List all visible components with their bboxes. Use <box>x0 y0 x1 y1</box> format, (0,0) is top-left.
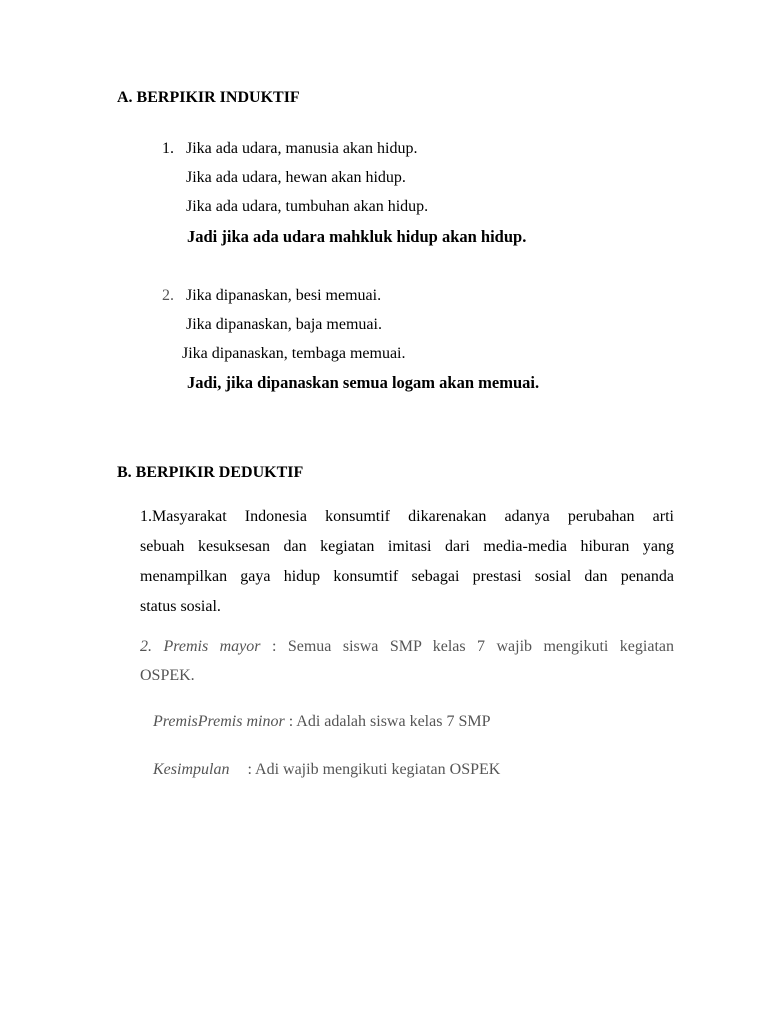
item-1-line: Jika ada udara, hewan akan hidup. <box>186 169 406 186</box>
item-1-line: Jika ada udara, manusia akan hidup. <box>186 140 418 157</box>
item-2-line: Jika dipanaskan, baja memuai. <box>186 316 382 333</box>
premis-minor-line <box>153 712 490 732</box>
paragraph-line: menampilkan gaya hidup konsumtif sebagai prestasi sosial dan penanda <box>140 568 674 585</box>
item-1-number: 1. <box>162 140 174 157</box>
paragraph-line: status sosial. <box>140 598 221 615</box>
paragraph-line: 1.Masyarakat Indonesia konsumtif dikarenakan adanya perubahan arti <box>140 508 674 525</box>
kesimpulan-text: : Adi wajib mengikuti kegiatan OSPEK <box>247 761 501 778</box>
item-2-line: Jika dipanaskan, tembaga memuai. <box>182 345 406 362</box>
paragraph-line: sebuah kesuksesan dan kegiatan imitasi dari media-media hiburan yang <box>140 538 674 555</box>
item-1-line: Jika ada udara, tumbuhan akan hidup. <box>186 198 429 215</box>
kesimpulan-label: Kesimpulan <box>153 761 230 778</box>
item-2-number: 2. <box>162 287 174 304</box>
item-2-conclusion: Jadi, jika dipanaskan semua logam akan memuai. <box>187 373 540 392</box>
premis-mayor-text: : Semua siswa SMP kelas 7 wajib mengikuti kegiatan <box>260 638 674 655</box>
section-b-heading: B. BERPIKIR DEDUKTIF <box>117 464 304 481</box>
premis-mayor-line <box>140 637 674 657</box>
kesimpulan-line <box>153 760 500 780</box>
premis-mayor-continuation: OSPEK. <box>140 667 195 684</box>
section-a-heading: A. BERPIKIR INDUKTIF <box>117 89 300 106</box>
deductive-paragraph <box>140 502 674 622</box>
item-1-conclusion: Jadi jika ada udara mahkluk hidup akan hidup. <box>187 227 527 246</box>
premis-minor-text: : Adi adalah siswa kelas 7 SMP <box>284 713 491 730</box>
item-2-line: Jika dipanaskan, besi memuai. <box>186 287 382 304</box>
premis-mayor-label: 2. Premis mayor <box>140 638 261 655</box>
premis-minor-label: PremisPremis minor <box>153 713 285 730</box>
